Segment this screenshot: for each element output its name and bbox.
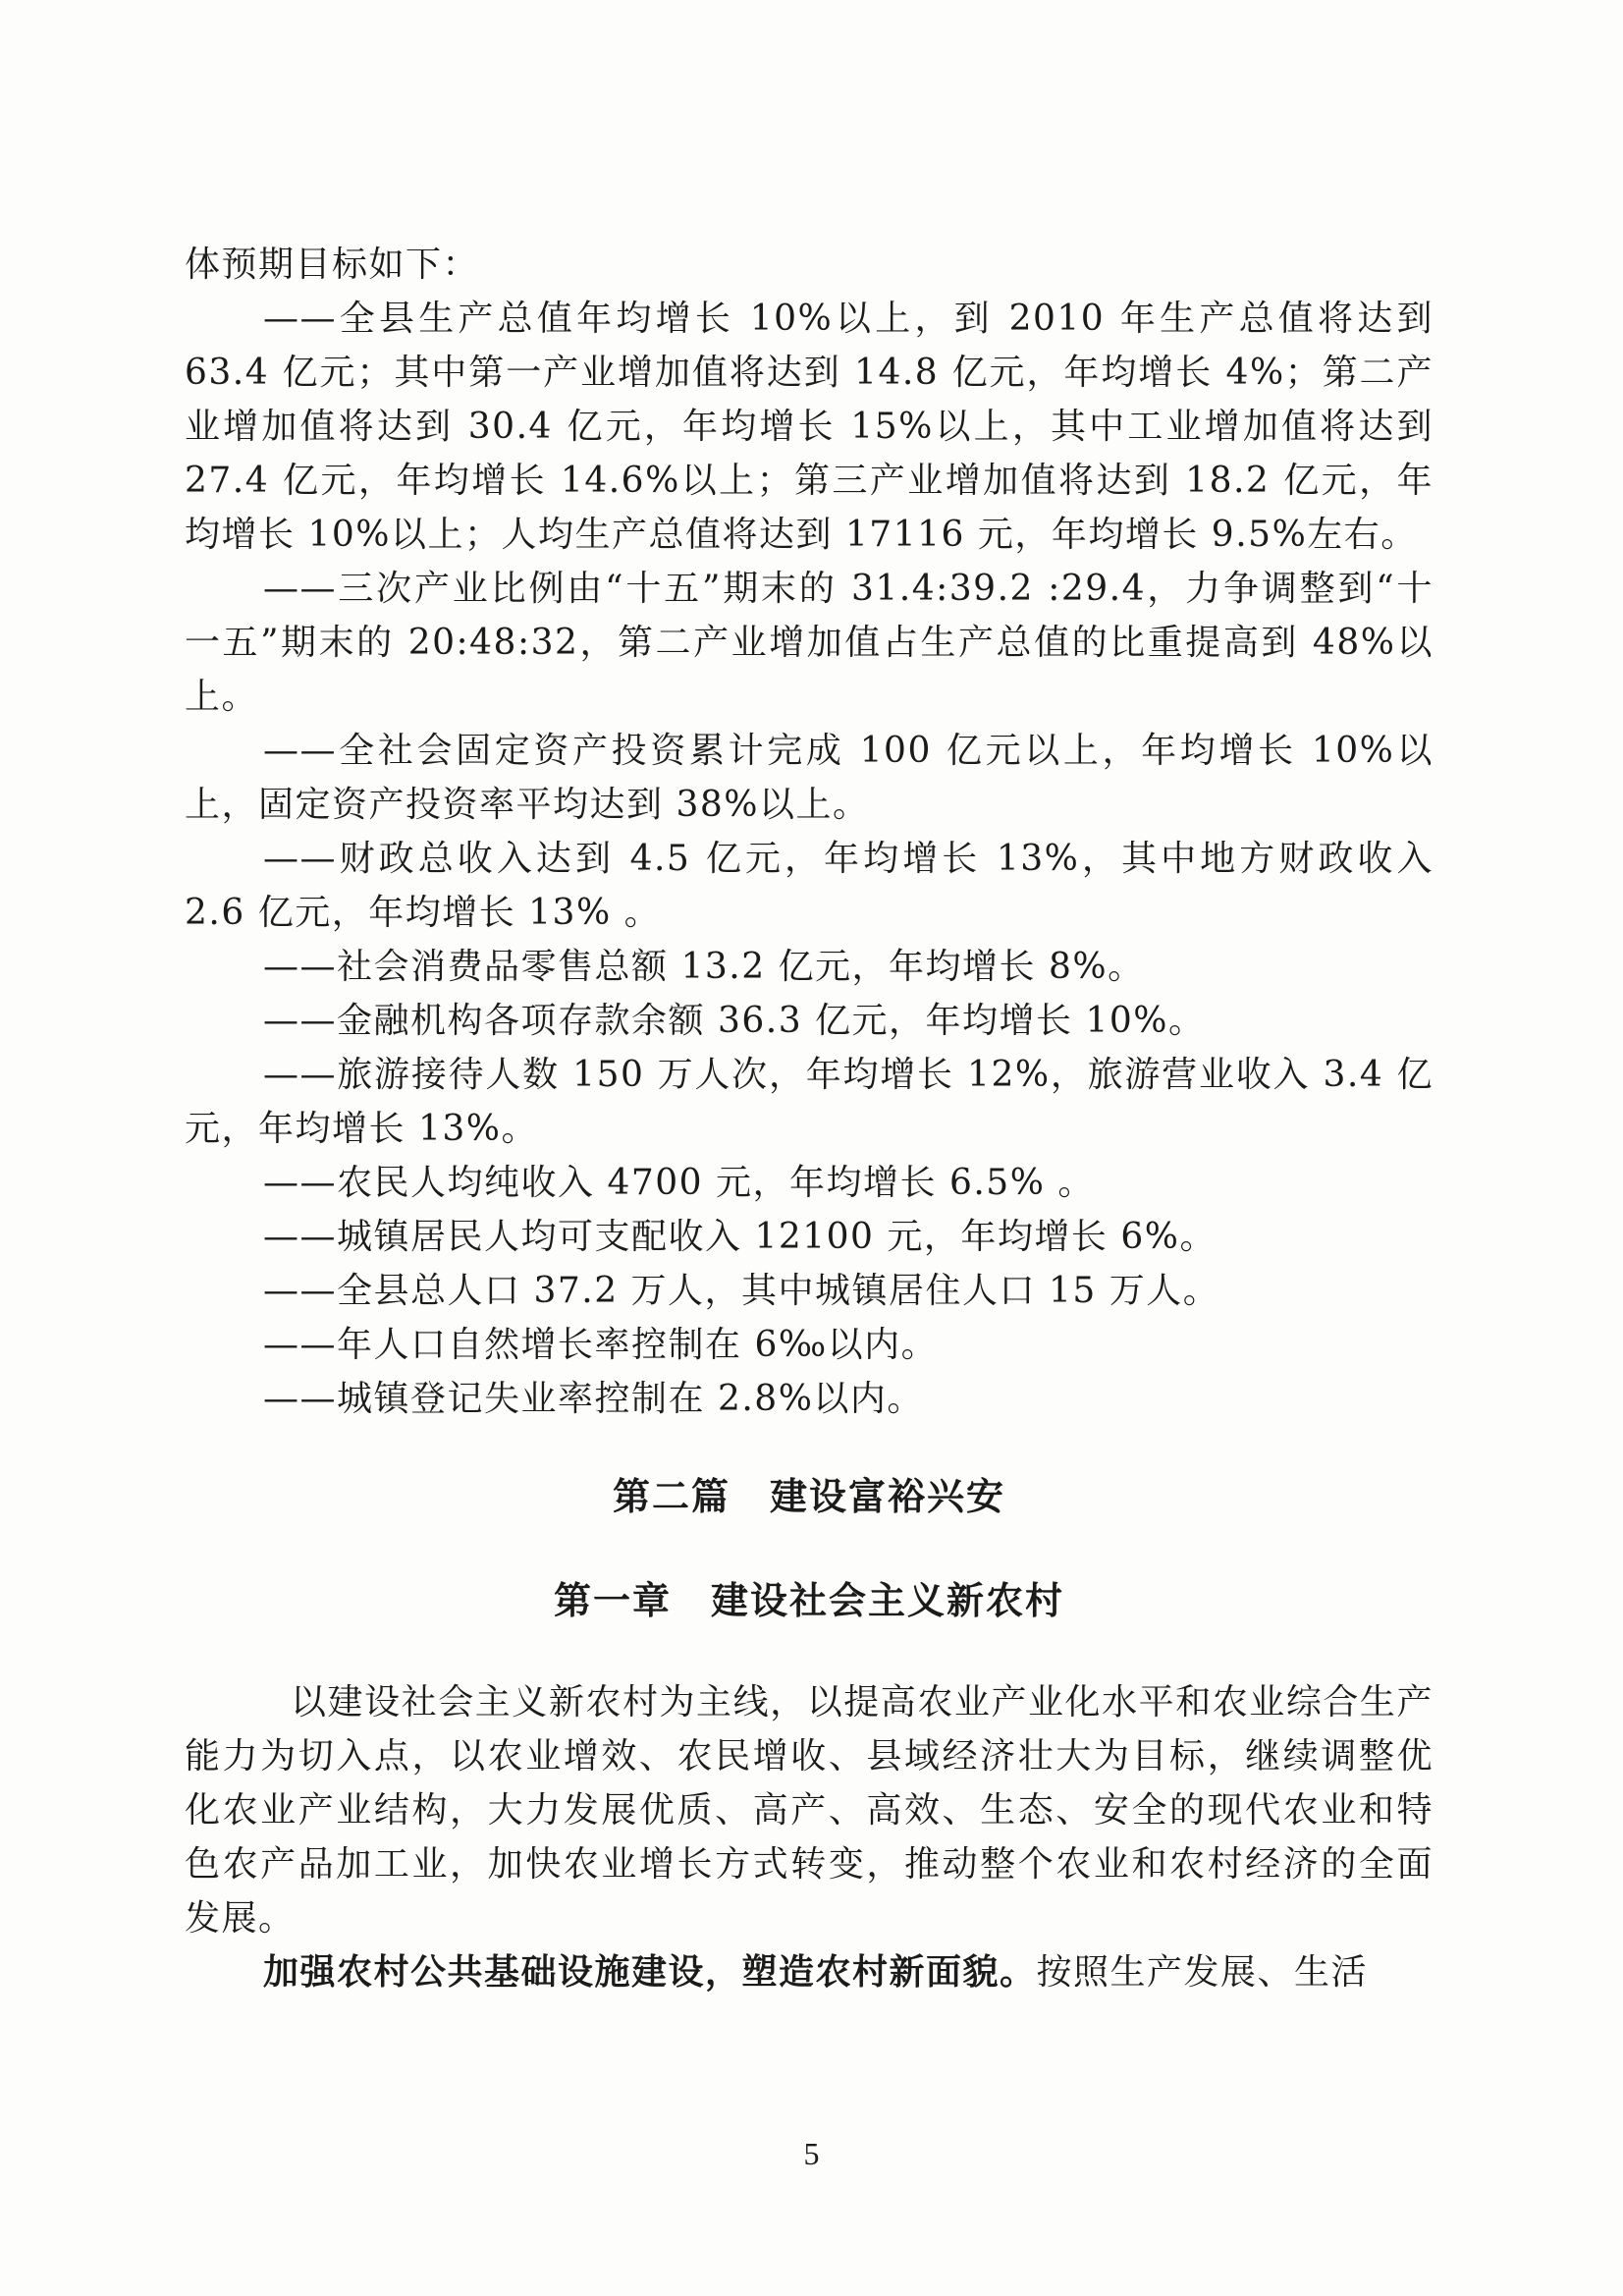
target-deposits: ——金融机构各项存款余额 36.3 亿元，年均增长 10%。 <box>263 1001 1206 1041</box>
target-unemployment: ——城镇登记失业率控制在 2.8%以内。 <box>263 1379 924 1419</box>
section-lead-bold: 加强农村公共基础设施建设，塑造农村新面貌。 <box>263 1951 1037 1993</box>
part-title: 第二篇 建设富裕兴安 <box>612 1475 1005 1518</box>
chapter-intro-paragraph: 以建设社会主义新农村为主线，以提高农业产业化水平和农业综合生产能力为切入点，以农业增效、农民增收、县域经济壮大为目标，继续调整优化农业产业结构，大力发展优质、高产、高效、生态、安全的现代农业和特色农产品加工业，加快农业增长方式转变，推动整个农业和农村经济的全面发展。 <box>185 1682 1434 1939</box>
target-population: ——全县总人口 37.2 万人，其中城镇居住人口 15 万人。 <box>263 1271 1220 1311</box>
section-lead-rest: 按照生产发展、生活 <box>1036 1952 1369 1993</box>
chapter-title: 第一章 建设社会主义新农村 <box>553 1579 1064 1622</box>
target-urban-income: ——城镇居民人均可支配收入 12100 元，年均增长 6%。 <box>263 1217 1217 1257</box>
target-tourism: ——旅游接待人数 150 万人次，年均增长 12%，旅游营业收入 3.4 亿元，年均增长 13%。 <box>185 1055 1434 1149</box>
page-content <box>185 238 1434 1999</box>
target-fixed-investment: ——全社会固定资产投资累计完成 100 亿元以上，年均增长 10%以上，固定资产投资率平均达到 38%以上。 <box>185 731 1434 825</box>
target-farmer-income: ——农民人均纯收入 4700 元，年均增长 6.5% 。 <box>263 1163 1095 1203</box>
intro-line: 体预期目标如下： <box>185 245 480 285</box>
page-number: 5 <box>803 2136 820 2171</box>
target-population-growth: ——年人口自然增长率控制在 6‰以内。 <box>263 1325 939 1365</box>
target-retail-sales: ——社会消费品零售总额 13.2 亿元，年均增长 8%。 <box>263 947 1145 987</box>
target-gdp: ——全县生产总值年均增长 10%以上，到 2010 年生产总值将达到 63.4 亿元；其中第一产业增加值将达到 14.8 亿元，年均增长 4%；第二产业增加值将达到 30.4 亿元，年均增长 15%以上，其中工业增加值将达到 27.4 亿元，年均增长 14.6%以上；第三产业增加值将达到 18.2 亿元，年均增长 10%以上；人均生产总值将达到 17116 元，年均增长 9.5%左右。 <box>185 299 1434 555</box>
target-industry-ratio: ——三次产业比例由“十五”期末的 31.4:39.2 :29.4，力争调整到“十一五”期末的 20:48:32，第二产业增加值占生产总值的比重提高到 48%以上。 <box>185 569 1434 717</box>
target-fiscal-revenue: ——财政总收入达到 4.5 亿元，年均增长 13%，其中地方财政收入 2.6 亿元，年均增长 13% 。 <box>185 839 1434 933</box>
section-lead-paragraph <box>185 1945 1434 1999</box>
